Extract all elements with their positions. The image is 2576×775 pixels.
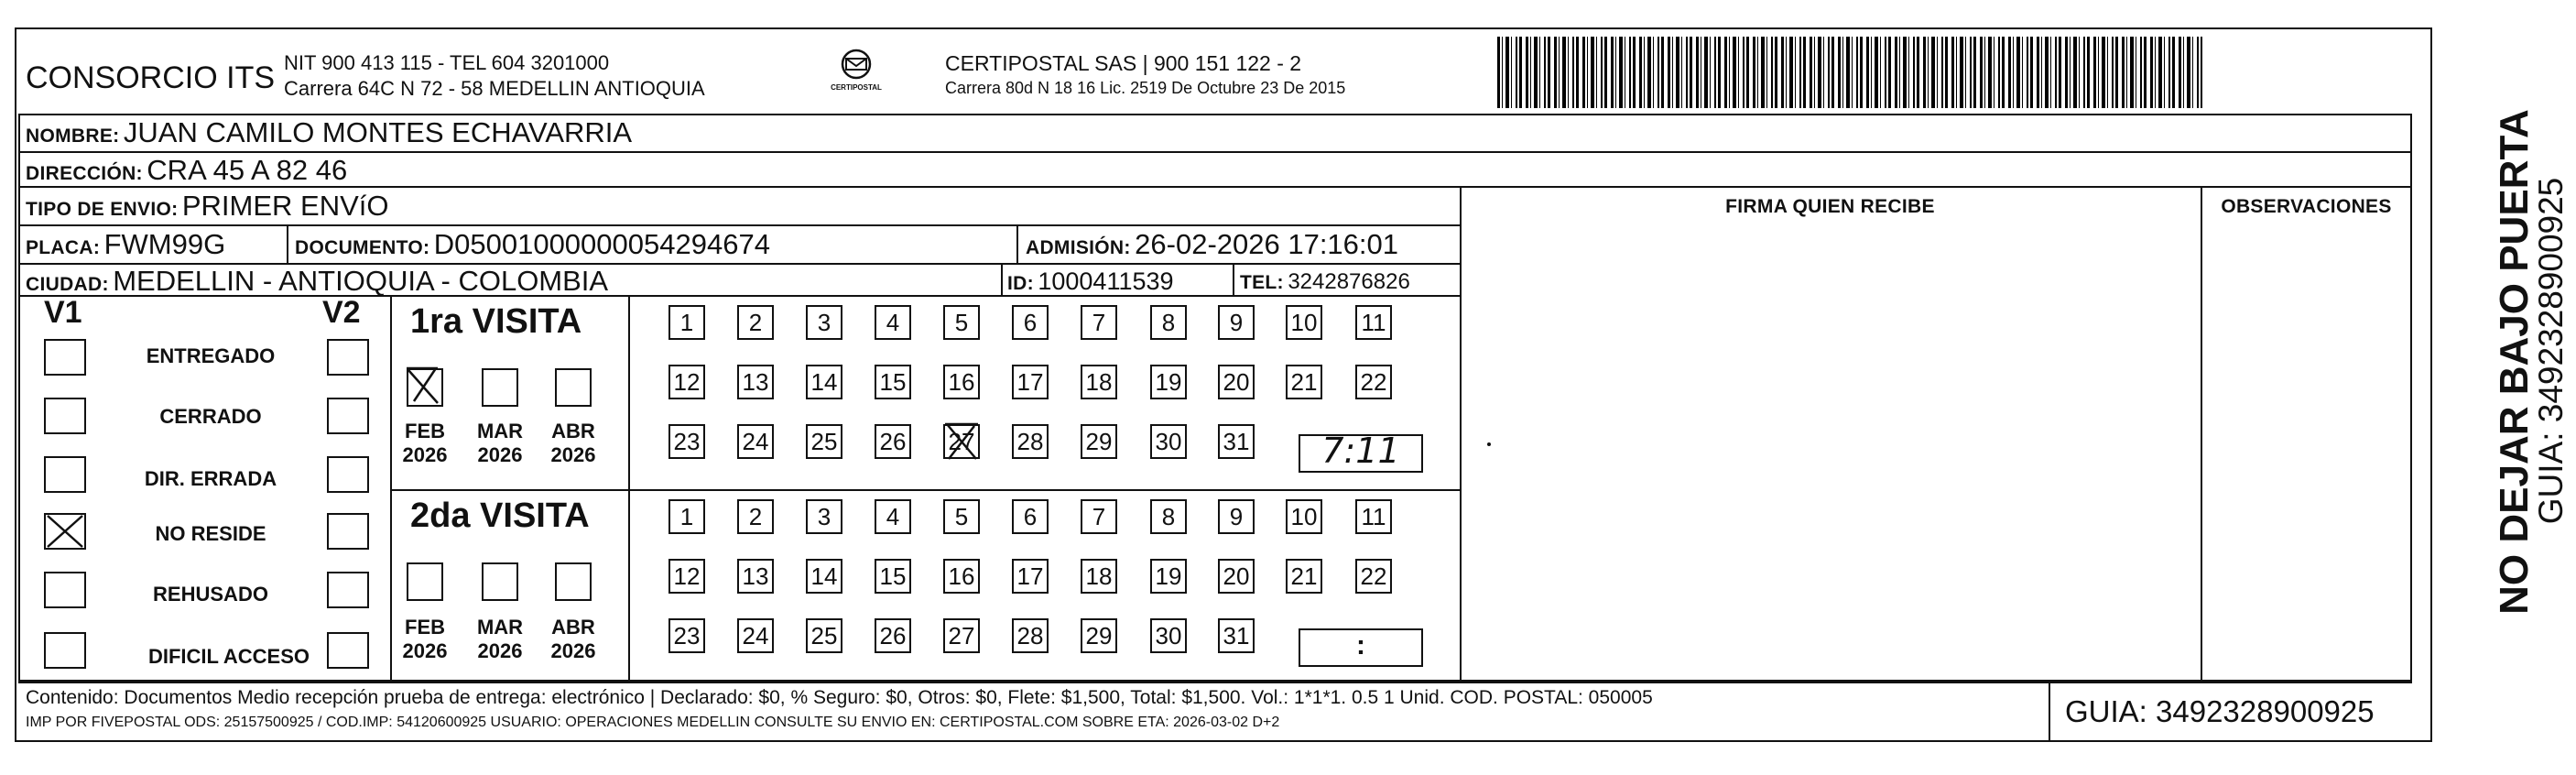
visit1-day-17[interactable]: 17 [1012,365,1049,399]
tipo-envio-label: TIPO DE ENVIO: [26,199,179,220]
company-line-2: Carrera 64C N 72 - 58 MEDELLIN ANTIOQUIA [284,77,705,100]
visit2-day-30[interactable]: 30 [1150,618,1187,653]
visit2-day-14[interactable]: 14 [806,559,842,594]
visit1-day-12[interactable]: 12 [668,365,705,399]
visit2-day-22[interactable]: 22 [1355,559,1392,594]
visit1-month-feb: FEB 2026 [402,420,448,466]
visit1-month-box-mar[interactable] [482,368,518,407]
visit2-month-feb: FEB 2026 [402,616,448,662]
visit2-day-6[interactable]: 6 [1012,499,1049,534]
status-rehusado: REHUSADO [153,583,268,606]
direccion-row [26,154,347,187]
side-text [2438,73,2575,660]
documento-value: D05001000000054294674 [433,228,770,260]
visit1-day-13[interactable]: 13 [737,365,774,399]
visit1-month-abr: ABR 2026 [550,420,596,466]
visit1-title: 1ra VISITA [410,302,582,341]
v1-checkbox-no-reside[interactable] [44,513,86,550]
placa-value: FWM99G [103,228,226,260]
visit1-day-7[interactable]: 7 [1081,305,1117,340]
no-dejar-bajo-puerta: NO DEJAR BAJO PUERTA [2492,109,2537,615]
visit1-day-11[interactable]: 11 [1355,305,1392,340]
visit2-month-box-feb[interactable] [407,562,443,601]
id-value: 1000411539 [1038,267,1174,295]
visit1-day-10[interactable]: 10 [1286,305,1322,340]
visit2-day-16[interactable]: 16 [943,559,980,594]
status-dificil-acceso: DIFICIL ACCESO [147,645,310,668]
visit1-day-25[interactable]: 25 [806,424,842,459]
barcode [1497,37,2202,108]
visit1-time: 7:11 [1321,431,1400,471]
visit1-day-19[interactable]: 19 [1150,365,1187,399]
v2-checkbox-rehusado[interactable] [327,572,369,608]
visit2-day-8[interactable]: 8 [1150,499,1187,534]
visit1-day-31[interactable]: 31 [1218,424,1255,459]
visit2-day-10[interactable]: 10 [1286,499,1322,534]
visit1-day-20[interactable]: 20 [1218,365,1255,399]
visit2-time: : [1356,630,1365,660]
visit1-day-14[interactable]: 14 [806,365,842,399]
visit1-day-8[interactable]: 8 [1150,305,1187,340]
placa-row [26,228,225,261]
visit1-day-22[interactable]: 22 [1355,365,1392,399]
admision-row [1026,228,1398,261]
visit1-day-30[interactable]: 30 [1150,424,1187,459]
admision-label: ADMISIÓN: [1026,237,1131,258]
v1-checkbox-dir-errada[interactable] [44,456,86,493]
visit1-day-27[interactable]: 27 [943,424,980,459]
visit1-day-15[interactable]: 15 [875,365,911,399]
visit1-day-6[interactable]: 6 [1012,305,1049,340]
status-entregado: ENTREGADO [146,344,276,367]
direccion-label: DIRECCIÓN: [26,163,143,184]
visit2-day-13[interactable]: 13 [737,559,774,594]
logo-caption: CERTIPOSTAL [831,83,882,92]
visit1-day-2[interactable]: 2 [737,305,774,340]
visit2-month-box-mar[interactable] [482,562,518,601]
visit2-day-20[interactable]: 20 [1218,559,1255,594]
visit2-day-19[interactable]: 19 [1150,559,1187,594]
v1-checkbox-entregado[interactable] [44,339,86,376]
visit1-day-28[interactable]: 28 [1012,424,1049,459]
visit2-month-box-abr[interactable] [555,562,592,601]
visit1-month-box-abr[interactable] [555,368,592,407]
nombre-row [26,116,632,149]
visit2-day-1[interactable]: 1 [668,499,705,534]
nombre-value: JUAN CAMILO MONTES ECHAVARRIA [123,116,633,148]
company-name: CONSORCIO ITS [26,60,276,95]
visit2-day-12[interactable]: 12 [668,559,705,594]
documento-row [295,228,770,261]
visit2-month-abr: ABR 2026 [550,616,596,662]
ciudad-row [26,265,608,298]
tel-label: TEL: [1240,272,1284,293]
v1-checkbox-dificil-acceso[interactable] [44,632,86,669]
visit2-day-17[interactable]: 17 [1012,559,1049,594]
visit1-day-21[interactable]: 21 [1286,365,1322,399]
ink-dot [1487,442,1491,446]
ciudad-value: MEDELLIN - ANTIOQUIA - COLOMBIA [113,265,609,297]
visit1-day-9[interactable]: 9 [1218,305,1255,340]
visit1-day-16[interactable]: 16 [943,365,980,399]
visit1-day-3[interactable]: 3 [806,305,842,340]
visit2-day-31[interactable]: 31 [1218,618,1255,653]
v2-checkbox-no-reside[interactable] [327,513,369,550]
side-guia: GUIA: 3492328900925 [2532,177,2570,525]
visit2-day-5[interactable]: 5 [943,499,980,534]
visit2-day-4[interactable]: 4 [875,499,911,534]
footer-imp: IMP POR FIVEPOSTAL ODS: 25157500925 / COD.IMP: 54120600925 USUARIO: OPERACIONES MEDELLIN CONSULTE SU ENVIO EN: CERTIPOSTAL.COM SOBRE ETA: 2026-03-02 D+2 [26,715,1280,730]
x-mark-icon [405,365,445,405]
visit2-day-24[interactable]: 24 [737,618,774,653]
envelope-logo-icon [838,48,875,81]
visit1-day-4[interactable]: 4 [875,305,911,340]
visit2-title: 2da VISITA [410,497,590,535]
visit2-day-21[interactable]: 21 [1286,559,1322,594]
v1-checkbox-cerrado[interactable] [44,398,86,434]
tel-row [1240,269,1410,295]
v2-checkbox-entregado[interactable] [327,339,369,376]
v2-checkbox-dificil-acceso[interactable] [327,632,369,669]
v2-checkbox-cerrado[interactable] [327,398,369,434]
observaciones-area[interactable] [2203,224,2410,680]
v2-checkbox-dir-errada[interactable] [327,456,369,493]
x-mark-icon [941,420,982,461]
visit1-day-1[interactable]: 1 [668,305,705,340]
visit2-day-28[interactable]: 28 [1012,618,1049,653]
visit1-day-29[interactable]: 29 [1081,424,1117,459]
placa-label: PLACA: [26,237,101,258]
direccion-value: CRA 45 A 82 46 [147,154,348,186]
visit2-day-15[interactable]: 15 [875,559,911,594]
tipo-envio-row [26,190,389,223]
x-mark-icon [44,513,86,550]
visit2-day-23[interactable]: 23 [668,618,705,653]
visit1-day-23[interactable]: 23 [668,424,705,459]
visit2-day-9[interactable]: 9 [1218,499,1255,534]
footer-contenido: Contenido: Documentos Medio recepción prueba de entrega: electrónico | Declarado: $0, % Seguro: $0, Otros: $0, Flete: $1,500, Total: $1,500. Vol.: 1*1*1. 0.5 1 Unid. COD. POSTAL: 050005 [26,687,1653,708]
visit1-day-24[interactable]: 24 [737,424,774,459]
status-cerrado: CERRADO [159,405,262,428]
observaciones-header: OBSERVACIONES [2221,196,2392,217]
visit2-day-3[interactable]: 3 [806,499,842,534]
certipostal-logo [829,48,884,103]
status-dir-errada: DIR. ERRADA [144,467,277,490]
signature-area[interactable] [1463,224,2200,680]
visit2-day-18[interactable]: 18 [1081,559,1117,594]
documento-label: DOCUMENTO: [295,237,430,258]
carrier-line-2: Carrera 80d N 18 16 Lic. 2519 De Octubre 23 De 2015 [945,79,1346,97]
visit1-day-26[interactable]: 26 [875,424,911,459]
id-label: ID: [1007,273,1034,294]
firma-header: FIRMA QUIEN RECIBE [1725,196,1935,217]
company-line-1: NIT 900 413 115 - TEL 604 3201000 [284,51,610,74]
visit2-day-27[interactable]: 27 [943,618,980,653]
visit2-day-11[interactable]: 11 [1355,499,1392,534]
id-row [1007,267,1174,296]
tel-value: 3242876826 [1288,269,1410,294]
visit1-month-mar: MAR 2026 [476,420,524,466]
carrier-line-1: CERTIPOSTAL SAS | 900 151 122 - 2 [945,51,1302,75]
admision-value: 26-02-2026 17:16:01 [1135,228,1399,260]
v1-header: V1 [44,295,82,330]
visit1-day-5[interactable]: 5 [943,305,980,340]
visit1-day-18[interactable]: 18 [1081,365,1117,399]
status-no-reside: NO RESIDE [155,522,266,545]
visit2-day-2[interactable]: 2 [737,499,774,534]
visit2-day-7[interactable]: 7 [1081,499,1117,534]
nombre-label: NOMBRE: [26,126,120,147]
footer-guia: GUIA: 3492328900925 [2065,694,2375,728]
visit2-day-26[interactable]: 26 [875,618,911,653]
tipo-envio-value: PRIMER ENVíO [181,190,389,222]
v1-checkbox-rehusado[interactable] [44,572,86,608]
ciudad-label: CIUDAD: [26,274,109,295]
visit1-month-box-feb[interactable] [407,368,443,407]
visit2-month-mar: MAR 2026 [476,616,524,662]
v2-header: V2 [322,295,361,330]
visit2-day-25[interactable]: 25 [806,618,842,653]
visit2-day-29[interactable]: 29 [1081,618,1117,653]
